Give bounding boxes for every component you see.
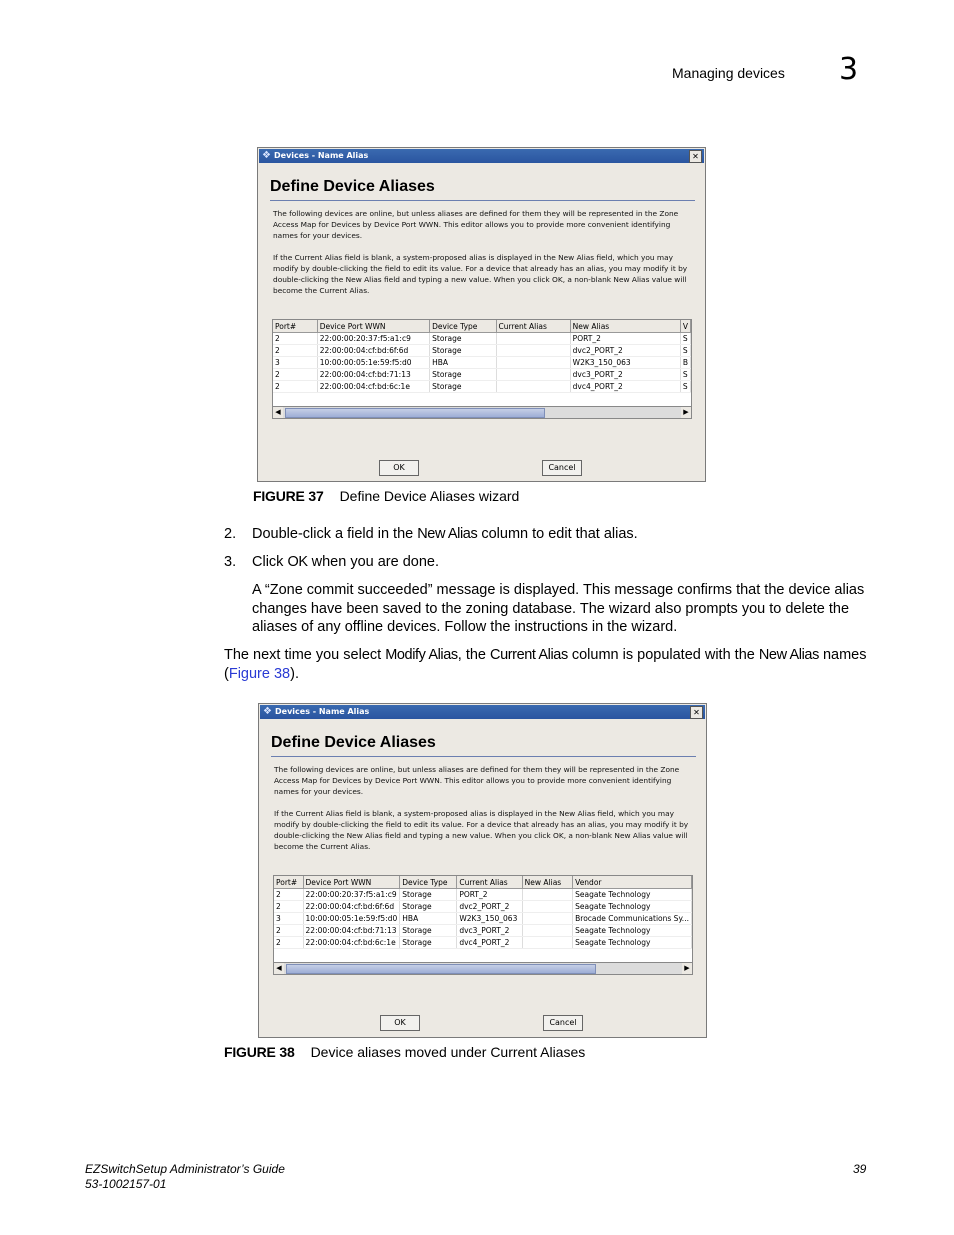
- text-run: names (: [224, 647, 867, 682]
- dialog-heading: Define Device Aliases: [271, 734, 436, 751]
- page-number: 39: [853, 1162, 867, 1176]
- cancel-button[interactable]: Cancel: [542, 460, 582, 476]
- cell-vendor: B: [680, 357, 690, 369]
- column-header[interactable]: Vendor: [573, 876, 692, 889]
- cell-wwn: 22:00:00:04:cf:bd:71:13: [303, 925, 400, 937]
- ui-term: OK: [287, 554, 308, 570]
- chapter-title: Managing devices: [672, 65, 785, 81]
- cell-current-alias[interactable]: [496, 381, 570, 393]
- table-row[interactable]: [274, 925, 692, 937]
- column-header[interactable]: Device Port WWN: [303, 876, 400, 889]
- cell-port: 3: [274, 913, 303, 925]
- figure-caption-text: Device aliases moved under Current Aliases: [310, 1044, 586, 1060]
- close-icon[interactable]: ✕: [689, 150, 702, 163]
- step-3-detail: A “Zone commit succeeded” message is displayed. This message confirms that the device alias changes have been saved to the zoning database. The wizard also prompts you to delete the aliases of any offline devices. Follow the instructions in the wizard.: [252, 582, 865, 635]
- body-paragraph: [224, 646, 868, 683]
- cell-vendor: Seagate Technology: [573, 925, 692, 937]
- cell-new-alias[interactable]: dvc4_PORT_2: [570, 381, 680, 393]
- cell-wwn: 10:00:00:05:1e:59:f5:d0: [303, 913, 400, 925]
- cell-wwn: 22:00:00:04:cf:bd:6f:6d: [303, 901, 400, 913]
- table-header-row: [274, 876, 692, 889]
- cell-current-alias[interactable]: PORT_2: [457, 889, 522, 901]
- cell-current-alias[interactable]: [496, 333, 570, 345]
- scrollbar-thumb[interactable]: [286, 964, 596, 974]
- cell-vendor: Seagate Technology: [573, 901, 692, 913]
- dialog-heading: Define Device Aliases: [270, 178, 435, 195]
- cell-new-alias[interactable]: [522, 913, 572, 925]
- column-header[interactable]: Current Alias: [457, 876, 522, 889]
- cell-wwn: 10:00:00:05:1e:59:f5:d0: [317, 357, 429, 369]
- text-run: The next time you select: [224, 647, 386, 663]
- cell-wwn: 22:00:00:04:cf:bd:6f:6d: [317, 345, 429, 357]
- cell-vendor: S: [680, 381, 690, 393]
- footer-left: [85, 1162, 285, 1192]
- horizontal-scrollbar[interactable]: [273, 962, 693, 975]
- app-icon: ❖: [262, 150, 271, 161]
- table-row[interactable]: [274, 901, 692, 913]
- figure-37-caption: [253, 488, 519, 504]
- cell-wwn: 22:00:00:20:37:f5:a1:c9: [317, 333, 429, 345]
- step-number: 2.: [224, 526, 237, 542]
- text-run: column is populated with the: [567, 647, 759, 663]
- cell-port: 2: [273, 381, 317, 393]
- column-header[interactable]: New Alias: [522, 876, 572, 889]
- table-row[interactable]: [273, 381, 691, 393]
- step-text: Click: [252, 554, 288, 570]
- column-header[interactable]: Device Port WWN: [317, 320, 429, 333]
- step-text: when you are done.: [307, 554, 440, 570]
- cell-current-alias[interactable]: dvc4_PORT_2: [457, 937, 522, 949]
- figure-caption-text: Define Device Aliases wizard: [339, 488, 520, 504]
- intro-paragraph: The following devices are online, but unless aliases are defined for them they will be represented in the Zone Access Map for Devices by Device Port WWN. This editor allows you to provide more convenient identifying names for your devices.: [273, 209, 679, 240]
- cell-current-alias[interactable]: [496, 357, 570, 369]
- column-header[interactable]: V: [680, 320, 690, 333]
- cell-vendor: Brocade Communications Sy...: [573, 913, 692, 925]
- alias-table: [274, 876, 692, 949]
- cell-type: Storage: [400, 901, 457, 913]
- cell-current-alias[interactable]: [496, 345, 570, 357]
- scroll-right-icon[interactable]: ▶: [682, 963, 692, 974]
- cell-port: 2: [274, 937, 303, 949]
- doc-title: EZSwitchSetup Administrator’s Guide: [85, 1162, 285, 1176]
- close-icon[interactable]: ✕: [690, 706, 703, 719]
- cell-vendor: S: [680, 333, 690, 345]
- cell-type: HBA: [430, 357, 496, 369]
- cell-wwn: 22:00:00:04:cf:bd:6c:1e: [317, 381, 429, 393]
- scroll-left-icon[interactable]: ◀: [274, 963, 284, 974]
- cell-type: Storage: [400, 889, 457, 901]
- cell-type: Storage: [400, 937, 457, 949]
- device-alias-table[interactable]: [273, 875, 693, 975]
- cell-type: Storage: [430, 333, 496, 345]
- table-header-row: [273, 320, 691, 333]
- cell-type: Storage: [430, 381, 496, 393]
- column-header[interactable]: New Alias: [570, 320, 680, 333]
- text-run: , the: [457, 647, 491, 663]
- step-text: Double-click a field in the: [252, 526, 418, 542]
- cell-current-alias[interactable]: [496, 369, 570, 381]
- ui-term: Modify Alias: [385, 647, 458, 663]
- cell-type: Storage: [400, 925, 457, 937]
- instructions-paragraph: If the Current Alias field is blank, a system-proposed alias is displayed in the New Alias field, which you may modify by double-clicking the field to edit its value. For a device that already has an alias, you may modify it by double-clicking the New Alias field and typing a new value. When you click OK, a non-blank New Alias value will become the Current Alias.: [273, 253, 688, 295]
- cell-new-alias[interactable]: dvc3_PORT_2: [570, 369, 680, 381]
- column-header[interactable]: Port#: [274, 876, 303, 889]
- horizontal-scrollbar[interactable]: [272, 406, 692, 419]
- ok-button[interactable]: OK: [380, 1015, 420, 1031]
- scroll-left-icon[interactable]: ◀: [273, 407, 283, 418]
- step-2: [224, 525, 864, 544]
- table-row[interactable]: [273, 357, 691, 369]
- figure-label: FIGURE 37: [253, 488, 324, 504]
- heading-divider: [271, 756, 696, 757]
- column-header[interactable]: Port#: [273, 320, 317, 333]
- cell-port: 2: [273, 333, 317, 345]
- table-row[interactable]: [274, 889, 692, 901]
- cell-vendor: S: [680, 369, 690, 381]
- cell-vendor: Seagate Technology: [573, 937, 692, 949]
- cell-port: 2: [274, 925, 303, 937]
- scrollbar-thumb[interactable]: [285, 408, 545, 418]
- ui-term: New Alias: [417, 526, 478, 542]
- heading-divider: [270, 200, 695, 201]
- column-header[interactable]: Current Alias: [496, 320, 570, 333]
- cell-type: HBA: [400, 913, 457, 925]
- step-text: column to edit that alias.: [477, 526, 638, 542]
- ui-term: Current Alias: [490, 647, 568, 663]
- step-number: 3.: [224, 554, 237, 570]
- cell-wwn: 22:00:00:04:cf:bd:71:13: [317, 369, 429, 381]
- chapter-number: 3: [839, 52, 859, 87]
- dialog-titlebar: [260, 705, 705, 719]
- cell-port: 2: [274, 889, 303, 901]
- dialog-titlebar: [259, 149, 704, 163]
- intro-paragraph: The following devices are online, but unless aliases are defined for them they will be represented in the Zone Access Map for Devices by Device Port WWN. This editor allows you to provide more convenient identifying names for your devices.: [274, 765, 680, 796]
- doc-number: 53-1002157-01: [85, 1177, 167, 1191]
- step-3: [224, 553, 864, 572]
- instructions-paragraph: If the Current Alias field is blank, a system-proposed alias is displayed in the New Alias field, which you may modify by double-clicking the field to edit its value. For a device that already has an alias, you may modify it by double-clicking the New Alias field and typing a new value. When you click OK, a non-blank New Alias value will become the Current Alias.: [274, 809, 689, 851]
- cell-new-alias[interactable]: [522, 925, 572, 937]
- cell-port: 2: [274, 901, 303, 913]
- cell-new-alias[interactable]: [522, 889, 572, 901]
- column-header[interactable]: Device Type: [430, 320, 496, 333]
- ok-button[interactable]: OK: [379, 460, 419, 476]
- table-row[interactable]: [273, 369, 691, 381]
- define-aliases-dialog-figure37: [257, 147, 706, 482]
- window-title: Devices - Name Alias: [275, 707, 370, 716]
- cell-type: Storage: [430, 369, 496, 381]
- device-alias-table[interactable]: [272, 319, 692, 419]
- cell-current-alias[interactable]: dvc2_PORT_2: [457, 901, 522, 913]
- figure-38-caption: [224, 1044, 585, 1060]
- cell-current-alias[interactable]: W2K3_150_063: [457, 913, 522, 925]
- cell-type: Storage: [430, 345, 496, 357]
- ui-term: New Alias: [758, 647, 819, 663]
- scroll-right-icon[interactable]: ▶: [681, 407, 691, 418]
- table-row[interactable]: [274, 937, 692, 949]
- cell-current-alias[interactable]: dvc3_PORT_2: [457, 925, 522, 937]
- cell-wwn: 22:00:00:04:cf:bd:6c:1e: [303, 937, 400, 949]
- window-title: Devices - Name Alias: [274, 151, 369, 160]
- figure-label: FIGURE 38: [224, 1044, 295, 1060]
- cancel-button[interactable]: Cancel: [543, 1015, 583, 1031]
- alias-table: [273, 320, 691, 393]
- column-header[interactable]: Device Type: [400, 876, 457, 889]
- cell-vendor: S: [680, 345, 690, 357]
- cell-new-alias[interactable]: [522, 901, 572, 913]
- cell-new-alias[interactable]: PORT_2: [570, 333, 680, 345]
- cell-port: 2: [273, 369, 317, 381]
- cell-port: 3: [273, 357, 317, 369]
- cell-new-alias[interactable]: W2K3_150_063: [570, 357, 680, 369]
- table-row[interactable]: [273, 345, 691, 357]
- cell-new-alias[interactable]: dvc2_PORT_2: [570, 345, 680, 357]
- table-row[interactable]: [273, 333, 691, 345]
- cell-vendor: Seagate Technology: [573, 889, 692, 901]
- cell-new-alias[interactable]: [522, 937, 572, 949]
- table-row[interactable]: [274, 913, 692, 925]
- cell-wwn: 22:00:00:20:37:f5:a1:c9: [303, 889, 400, 901]
- cell-port: 2: [273, 345, 317, 357]
- app-icon: ❖: [263, 706, 272, 717]
- text-run: ).: [290, 665, 299, 682]
- define-aliases-dialog-figure38: [258, 703, 707, 1038]
- figure-38-link[interactable]: Figure 38: [228, 665, 291, 682]
